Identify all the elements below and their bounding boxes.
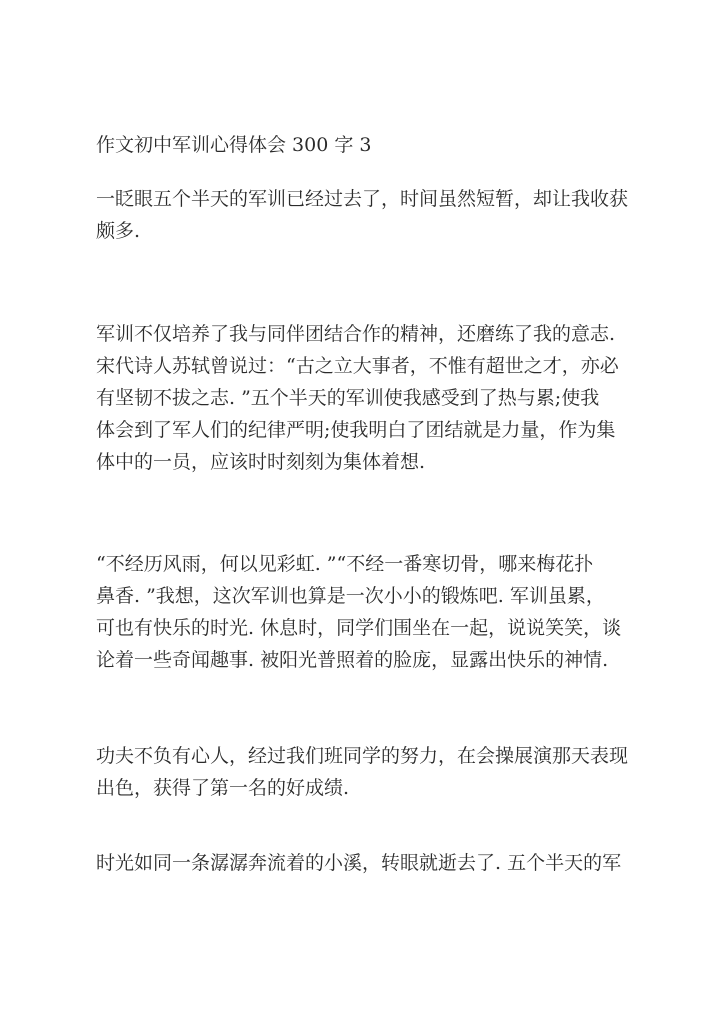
paragraph-2 — [96, 318, 619, 478]
text-line: 体会到了军人们的纪律严明;使我明白了团结就是力量，作为集 — [96, 419, 616, 441]
paragraph-5 — [96, 847, 621, 879]
text-line: 鼻香. ”我想，这次军训也算是一次小小的锻炼吧. 军训虽累， — [96, 585, 605, 607]
text-line: 有坚韧不拔之志. ”五个半天的军训使我感受到了热与累;使我 — [96, 387, 600, 409]
paragraph-3 — [96, 548, 621, 676]
text-line: 一眨眼五个半天的军训已经过去了，时间虽然短暂，却让我收获 — [96, 188, 629, 210]
text-line: 军训不仅培养了我与同伴团结合作的精神，还磨练了我的意志. — [96, 323, 616, 345]
text-line: 论着一些奇闻趣事. 被阳光普照着的脸庞，显露出快乐的神情. — [96, 649, 609, 671]
text-line: 功夫不负有心人，经过我们班同学的努力，在会操展演那天表现 — [96, 745, 629, 767]
text-line: 出色，获得了第一名的好成绩. — [96, 777, 350, 799]
text-line: 时光如同一条潺潺奔流着的小溪，转眼就逝去了. 五个半天的军 — [96, 852, 622, 874]
text-line: “不经历风雨，何以见彩虹. ”“不经一番寒切骨，哪来梅花扑 — [96, 553, 594, 575]
text-line: 可也有快乐的时光. 休息时，同学们围坐在一起，说说笑笑，谈 — [96, 617, 622, 639]
text-line: 颇多. — [96, 220, 141, 242]
text-line: 体中的一员，应该时时刻刻为集体着想. — [96, 451, 426, 473]
document-title: 作文初中军训心得体会 300 字 3 — [96, 134, 372, 156]
paragraph-4 — [96, 740, 628, 804]
text-line: 宋代诗人苏轼曾说过：“古之立大事者，不惟有超世之才，亦必 — [96, 355, 619, 377]
paragraph-1 — [96, 183, 628, 247]
